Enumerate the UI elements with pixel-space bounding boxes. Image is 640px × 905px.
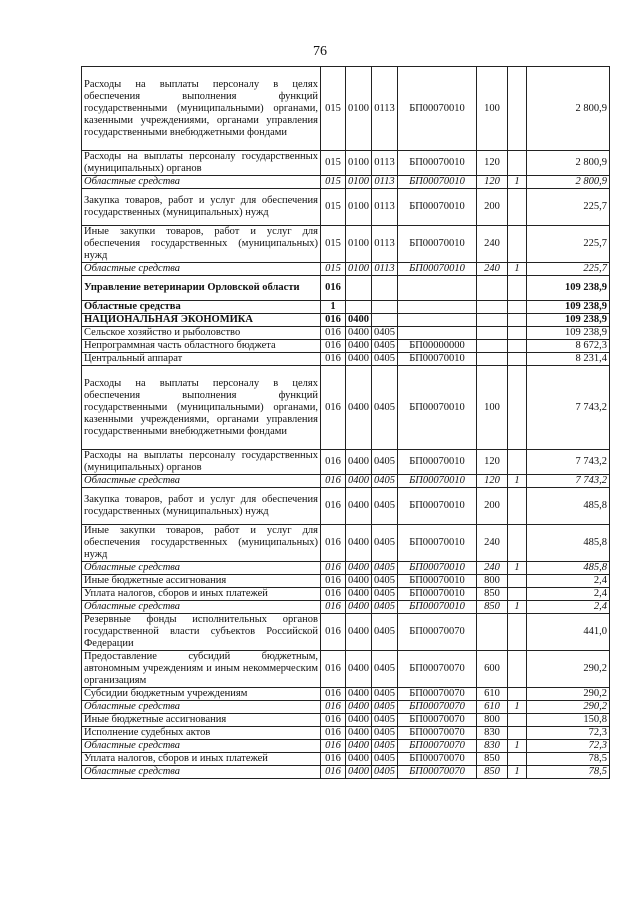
cell-src bbox=[508, 614, 527, 651]
cell-grbs: 015 bbox=[321, 189, 346, 226]
cell-csr bbox=[398, 301, 477, 314]
cell-rz: 0400 bbox=[346, 340, 372, 353]
cell-name: Сельское хозяйство и рыболовство bbox=[82, 327, 321, 340]
cell-name: Расходы на выплаты персоналу государственных (муниципальных) органов bbox=[82, 151, 321, 176]
cell-pr: 0405 bbox=[372, 701, 398, 714]
cell-sum: 2,4 bbox=[527, 575, 610, 588]
table-row bbox=[82, 327, 610, 340]
table-row bbox=[82, 450, 610, 475]
cell-name: Резервные фонды исполнительных органов государственной власти субъектов Российской Федерации bbox=[82, 614, 321, 651]
cell-pr: 0405 bbox=[372, 340, 398, 353]
cell-name: Областные средства bbox=[82, 263, 321, 276]
cell-grbs: 016 bbox=[321, 688, 346, 701]
cell-src bbox=[508, 688, 527, 701]
cell-rz: 0400 bbox=[346, 562, 372, 575]
table-row bbox=[82, 588, 610, 601]
cell-csr: БП00070070 bbox=[398, 753, 477, 766]
cell-csr: БП00070010 bbox=[398, 588, 477, 601]
cell-vr: 610 bbox=[477, 688, 508, 701]
cell-src: 1 bbox=[508, 601, 527, 614]
cell-pr: 0405 bbox=[372, 488, 398, 525]
cell-rz: 0100 bbox=[346, 176, 372, 189]
cell-rz: 0400 bbox=[346, 314, 372, 327]
cell-src bbox=[508, 450, 527, 475]
cell-sum: 7 743,2 bbox=[527, 450, 610, 475]
cell-vr bbox=[477, 276, 508, 301]
cell-pr: 0113 bbox=[372, 151, 398, 176]
cell-sum: 8 231,4 bbox=[527, 353, 610, 366]
table-row bbox=[82, 301, 610, 314]
cell-grbs: 016 bbox=[321, 327, 346, 340]
cell-csr: БП00070070 bbox=[398, 740, 477, 753]
table-row bbox=[82, 475, 610, 488]
cell-csr: БП00070010 bbox=[398, 562, 477, 575]
cell-pr bbox=[372, 314, 398, 327]
cell-name: Управление ветеринарии Орловской области bbox=[82, 276, 321, 301]
cell-src bbox=[508, 588, 527, 601]
table-row bbox=[82, 366, 610, 450]
cell-src bbox=[508, 575, 527, 588]
cell-csr: БП00070010 bbox=[398, 353, 477, 366]
cell-sum: 2 800,9 bbox=[527, 176, 610, 189]
cell-grbs: 016 bbox=[321, 562, 346, 575]
cell-vr: 610 bbox=[477, 701, 508, 714]
cell-src bbox=[508, 714, 527, 727]
cell-grbs: 016 bbox=[321, 601, 346, 614]
cell-sum: 225,7 bbox=[527, 226, 610, 263]
table-row bbox=[82, 525, 610, 562]
cell-src: 1 bbox=[508, 766, 527, 779]
cell-name: Областные средства bbox=[82, 701, 321, 714]
cell-csr: БП00070010 bbox=[398, 601, 477, 614]
cell-name: Центральный аппарат bbox=[82, 353, 321, 366]
cell-sum: 72,3 bbox=[527, 727, 610, 740]
cell-rz: 0400 bbox=[346, 651, 372, 688]
cell-sum: 290,2 bbox=[527, 688, 610, 701]
cell-pr: 0405 bbox=[372, 601, 398, 614]
cell-rz: 0400 bbox=[346, 714, 372, 727]
table-row bbox=[82, 226, 610, 263]
cell-grbs: 016 bbox=[321, 475, 346, 488]
cell-grbs: 015 bbox=[321, 226, 346, 263]
cell-src bbox=[508, 651, 527, 688]
cell-src bbox=[508, 525, 527, 562]
page-number: 76 bbox=[313, 44, 327, 59]
table-row bbox=[82, 614, 610, 651]
table-row bbox=[82, 314, 610, 327]
cell-sum: 290,2 bbox=[527, 701, 610, 714]
cell-csr: БП00070070 bbox=[398, 614, 477, 651]
cell-sum: 290,2 bbox=[527, 651, 610, 688]
cell-name: Областные средства bbox=[82, 562, 321, 575]
cell-sum: 7 743,2 bbox=[527, 475, 610, 488]
cell-sum: 109 238,9 bbox=[527, 276, 610, 301]
cell-pr: 0405 bbox=[372, 714, 398, 727]
cell-csr: БП00000000 bbox=[398, 340, 477, 353]
cell-name: Закупка товаров, работ и услуг для обеспечения государственных (муниципальных) нужд bbox=[82, 189, 321, 226]
cell-rz: 0400 bbox=[346, 588, 372, 601]
cell-rz bbox=[346, 276, 372, 301]
cell-pr: 0405 bbox=[372, 450, 398, 475]
cell-sum: 7 743,2 bbox=[527, 366, 610, 450]
cell-grbs: 016 bbox=[321, 614, 346, 651]
cell-sum: 485,8 bbox=[527, 562, 610, 575]
table-row bbox=[82, 176, 610, 189]
cell-csr: БП00070070 bbox=[398, 651, 477, 688]
cell-grbs: 016 bbox=[321, 701, 346, 714]
table-row bbox=[82, 714, 610, 727]
table-row bbox=[82, 740, 610, 753]
cell-grbs: 016 bbox=[321, 753, 346, 766]
cell-pr: 0405 bbox=[372, 562, 398, 575]
cell-sum: 78,5 bbox=[527, 766, 610, 779]
cell-src bbox=[508, 189, 527, 226]
cell-rz: 0400 bbox=[346, 525, 372, 562]
cell-vr: 240 bbox=[477, 226, 508, 263]
cell-src bbox=[508, 314, 527, 327]
cell-rz: 0400 bbox=[346, 753, 372, 766]
cell-grbs: 015 bbox=[321, 151, 346, 176]
cell-sum: 485,8 bbox=[527, 525, 610, 562]
cell-name: Областные средства bbox=[82, 766, 321, 779]
cell-sum: 2,4 bbox=[527, 588, 610, 601]
cell-vr bbox=[477, 353, 508, 366]
cell-grbs: 016 bbox=[321, 488, 346, 525]
cell-rz: 0400 bbox=[346, 450, 372, 475]
cell-src bbox=[508, 366, 527, 450]
cell-name: Расходы на выплаты персоналу в целях обеспечения выполнения функций государственными (муниципальными) органами, казенными учреждениями, органами управления государственными внебюджетными фондами bbox=[82, 366, 321, 450]
cell-vr: 850 bbox=[477, 753, 508, 766]
cell-grbs: 016 bbox=[321, 276, 346, 301]
cell-vr: 800 bbox=[477, 714, 508, 727]
cell-vr bbox=[477, 314, 508, 327]
cell-rz: 0400 bbox=[346, 688, 372, 701]
cell-name: Областные средства bbox=[82, 475, 321, 488]
cell-csr: БП00070010 bbox=[398, 226, 477, 263]
cell-grbs: 016 bbox=[321, 714, 346, 727]
cell-vr: 850 bbox=[477, 601, 508, 614]
cell-rz: 0100 bbox=[346, 67, 372, 151]
cell-name: Иные бюджетные ассигнования bbox=[82, 714, 321, 727]
table-row bbox=[82, 753, 610, 766]
cell-name: Исполнение судебных актов bbox=[82, 727, 321, 740]
cell-sum: 109 238,9 bbox=[527, 301, 610, 314]
cell-grbs: 016 bbox=[321, 727, 346, 740]
cell-grbs: 015 bbox=[321, 176, 346, 189]
cell-rz: 0400 bbox=[346, 701, 372, 714]
table-row bbox=[82, 263, 610, 276]
cell-vr bbox=[477, 327, 508, 340]
cell-sum: 109 238,9 bbox=[527, 314, 610, 327]
cell-src bbox=[508, 301, 527, 314]
cell-src bbox=[508, 226, 527, 263]
cell-name: Областные средства bbox=[82, 301, 321, 314]
cell-pr: 0405 bbox=[372, 353, 398, 366]
cell-grbs: 016 bbox=[321, 588, 346, 601]
cell-rz: 0400 bbox=[346, 614, 372, 651]
cell-pr: 0113 bbox=[372, 176, 398, 189]
cell-src: 1 bbox=[508, 701, 527, 714]
cell-csr bbox=[398, 276, 477, 301]
cell-name: Субсидии бюджетным учреждениям bbox=[82, 688, 321, 701]
cell-sum: 2 800,9 bbox=[527, 151, 610, 176]
cell-sum: 2,4 bbox=[527, 601, 610, 614]
cell-grbs: 1 bbox=[321, 301, 346, 314]
table-row bbox=[82, 276, 610, 301]
cell-csr: БП00070010 bbox=[398, 475, 477, 488]
cell-pr: 0405 bbox=[372, 740, 398, 753]
cell-pr: 0405 bbox=[372, 766, 398, 779]
cell-rz: 0400 bbox=[346, 766, 372, 779]
cell-pr: 0113 bbox=[372, 226, 398, 263]
table-row bbox=[82, 766, 610, 779]
cell-vr: 240 bbox=[477, 562, 508, 575]
cell-src: 1 bbox=[508, 176, 527, 189]
cell-name: Иные бюджетные ассигнования bbox=[82, 575, 321, 588]
cell-csr: БП00070070 bbox=[398, 688, 477, 701]
cell-csr bbox=[398, 327, 477, 340]
cell-src: 1 bbox=[508, 562, 527, 575]
cell-grbs: 016 bbox=[321, 340, 346, 353]
cell-pr: 0113 bbox=[372, 189, 398, 226]
cell-vr: 120 bbox=[477, 475, 508, 488]
cell-csr: БП00070010 bbox=[398, 488, 477, 525]
cell-pr: 0405 bbox=[372, 575, 398, 588]
cell-name: Областные средства bbox=[82, 740, 321, 753]
cell-grbs: 016 bbox=[321, 450, 346, 475]
table-row bbox=[82, 651, 610, 688]
cell-csr: БП00070010 bbox=[398, 525, 477, 562]
cell-grbs: 015 bbox=[321, 263, 346, 276]
cell-rz: 0400 bbox=[346, 727, 372, 740]
table-row bbox=[82, 189, 610, 226]
cell-vr: 830 bbox=[477, 740, 508, 753]
cell-vr: 850 bbox=[477, 588, 508, 601]
cell-vr: 800 bbox=[477, 575, 508, 588]
cell-src bbox=[508, 67, 527, 151]
cell-rz: 0400 bbox=[346, 601, 372, 614]
cell-name: Расходы на выплаты персоналу государственных (муниципальных) органов bbox=[82, 450, 321, 475]
cell-src bbox=[508, 276, 527, 301]
cell-name: Иные закупки товаров, работ и услуг для обеспечения государственных (муниципальных) нужд bbox=[82, 525, 321, 562]
table-row bbox=[82, 488, 610, 525]
cell-grbs: 015 bbox=[321, 67, 346, 151]
cell-pr: 0405 bbox=[372, 753, 398, 766]
cell-csr: БП00070010 bbox=[398, 67, 477, 151]
cell-csr: БП00070070 bbox=[398, 727, 477, 740]
cell-vr: 850 bbox=[477, 766, 508, 779]
cell-vr: 240 bbox=[477, 263, 508, 276]
cell-name: Областные средства bbox=[82, 176, 321, 189]
cell-rz: 0100 bbox=[346, 151, 372, 176]
cell-vr: 600 bbox=[477, 651, 508, 688]
cell-csr: БП00070010 bbox=[398, 575, 477, 588]
cell-csr: БП00070010 bbox=[398, 450, 477, 475]
cell-vr: 830 bbox=[477, 727, 508, 740]
cell-rz bbox=[346, 301, 372, 314]
table-row bbox=[82, 601, 610, 614]
cell-vr bbox=[477, 614, 508, 651]
table-row bbox=[82, 562, 610, 575]
budget-table-body bbox=[82, 67, 610, 779]
cell-csr: БП00070070 bbox=[398, 714, 477, 727]
cell-pr bbox=[372, 301, 398, 314]
cell-pr: 0113 bbox=[372, 67, 398, 151]
cell-sum: 150,8 bbox=[527, 714, 610, 727]
cell-vr bbox=[477, 301, 508, 314]
cell-rz: 0400 bbox=[346, 740, 372, 753]
cell-rz: 0400 bbox=[346, 366, 372, 450]
cell-vr: 100 bbox=[477, 67, 508, 151]
cell-grbs: 016 bbox=[321, 525, 346, 562]
cell-rz: 0400 bbox=[346, 488, 372, 525]
cell-src bbox=[508, 353, 527, 366]
table-row bbox=[82, 353, 610, 366]
cell-grbs: 016 bbox=[321, 353, 346, 366]
cell-rz: 0400 bbox=[346, 575, 372, 588]
cell-src: 1 bbox=[508, 475, 527, 488]
cell-pr: 0405 bbox=[372, 688, 398, 701]
cell-src bbox=[508, 727, 527, 740]
cell-vr: 120 bbox=[477, 450, 508, 475]
cell-name: Расходы на выплаты персоналу в целях обеспечения выполнения функций государственными (муниципальными) органами, казенными учреждениями, органами управления государственными внебюджетными фондами bbox=[82, 67, 321, 151]
cell-grbs: 016 bbox=[321, 740, 346, 753]
cell-pr: 0405 bbox=[372, 366, 398, 450]
table-row bbox=[82, 701, 610, 714]
cell-rz: 0400 bbox=[346, 327, 372, 340]
cell-csr: БП00070010 bbox=[398, 151, 477, 176]
cell-pr: 0405 bbox=[372, 327, 398, 340]
cell-sum: 441,0 bbox=[527, 614, 610, 651]
cell-vr bbox=[477, 340, 508, 353]
cell-csr: БП00070010 bbox=[398, 176, 477, 189]
cell-src bbox=[508, 151, 527, 176]
cell-csr: БП00070010 bbox=[398, 263, 477, 276]
budget-table bbox=[81, 66, 610, 779]
table-row bbox=[82, 575, 610, 588]
cell-csr: БП00070070 bbox=[398, 766, 477, 779]
cell-name: Непрограммная часть областного бюджета bbox=[82, 340, 321, 353]
cell-name: Уплата налогов, сборов и иных платежей bbox=[82, 753, 321, 766]
cell-name: Иные закупки товаров, работ и услуг для обеспечения государственных (муниципальных) нужд bbox=[82, 226, 321, 263]
cell-csr: БП00070010 bbox=[398, 366, 477, 450]
cell-csr: БП00070010 bbox=[398, 189, 477, 226]
cell-sum: 72,3 bbox=[527, 740, 610, 753]
cell-vr: 100 bbox=[477, 366, 508, 450]
cell-pr: 0405 bbox=[372, 651, 398, 688]
cell-src bbox=[508, 753, 527, 766]
cell-src: 1 bbox=[508, 740, 527, 753]
cell-sum: 8 672,3 bbox=[527, 340, 610, 353]
cell-pr: 0405 bbox=[372, 475, 398, 488]
cell-sum: 78,5 bbox=[527, 753, 610, 766]
cell-pr: 0113 bbox=[372, 263, 398, 276]
table-row bbox=[82, 151, 610, 176]
cell-vr: 120 bbox=[477, 176, 508, 189]
cell-vr: 200 bbox=[477, 189, 508, 226]
cell-grbs: 016 bbox=[321, 366, 346, 450]
cell-name: Уплата налогов, сборов и иных платежей bbox=[82, 588, 321, 601]
cell-pr: 0405 bbox=[372, 727, 398, 740]
cell-pr: 0405 bbox=[372, 525, 398, 562]
cell-pr: 0405 bbox=[372, 588, 398, 601]
cell-csr bbox=[398, 314, 477, 327]
cell-name: Закупка товаров, работ и услуг для обеспечения государственных (муниципальных) нужд bbox=[82, 488, 321, 525]
cell-name: Предоставление субсидий бюджетным, автономным учреждениям и иным некоммерческим организациям bbox=[82, 651, 321, 688]
cell-grbs: 016 bbox=[321, 766, 346, 779]
cell-src bbox=[508, 340, 527, 353]
cell-grbs: 016 bbox=[321, 575, 346, 588]
cell-rz: 0100 bbox=[346, 263, 372, 276]
cell-vr: 240 bbox=[477, 525, 508, 562]
cell-sum: 2 800,9 bbox=[527, 67, 610, 151]
cell-csr: БП00070070 bbox=[398, 701, 477, 714]
table-row bbox=[82, 727, 610, 740]
cell-pr bbox=[372, 276, 398, 301]
cell-src: 1 bbox=[508, 263, 527, 276]
cell-name: Областные средства bbox=[82, 601, 321, 614]
cell-vr: 120 bbox=[477, 151, 508, 176]
cell-sum: 225,7 bbox=[527, 189, 610, 226]
cell-rz: 0400 bbox=[346, 353, 372, 366]
table-row bbox=[82, 688, 610, 701]
table-row bbox=[82, 340, 610, 353]
cell-sum: 109 238,9 bbox=[527, 327, 610, 340]
cell-rz: 0100 bbox=[346, 226, 372, 263]
cell-sum: 485,8 bbox=[527, 488, 610, 525]
cell-src bbox=[508, 327, 527, 340]
cell-rz: 0100 bbox=[346, 189, 372, 226]
cell-vr: 200 bbox=[477, 488, 508, 525]
cell-grbs: 016 bbox=[321, 651, 346, 688]
cell-name: НАЦИОНАЛЬНАЯ ЭКОНОМИКА bbox=[82, 314, 321, 327]
cell-sum: 225,7 bbox=[527, 263, 610, 276]
cell-grbs: 016 bbox=[321, 314, 346, 327]
cell-src bbox=[508, 488, 527, 525]
cell-pr: 0405 bbox=[372, 614, 398, 651]
cell-rz: 0400 bbox=[346, 475, 372, 488]
table-row bbox=[82, 67, 610, 151]
